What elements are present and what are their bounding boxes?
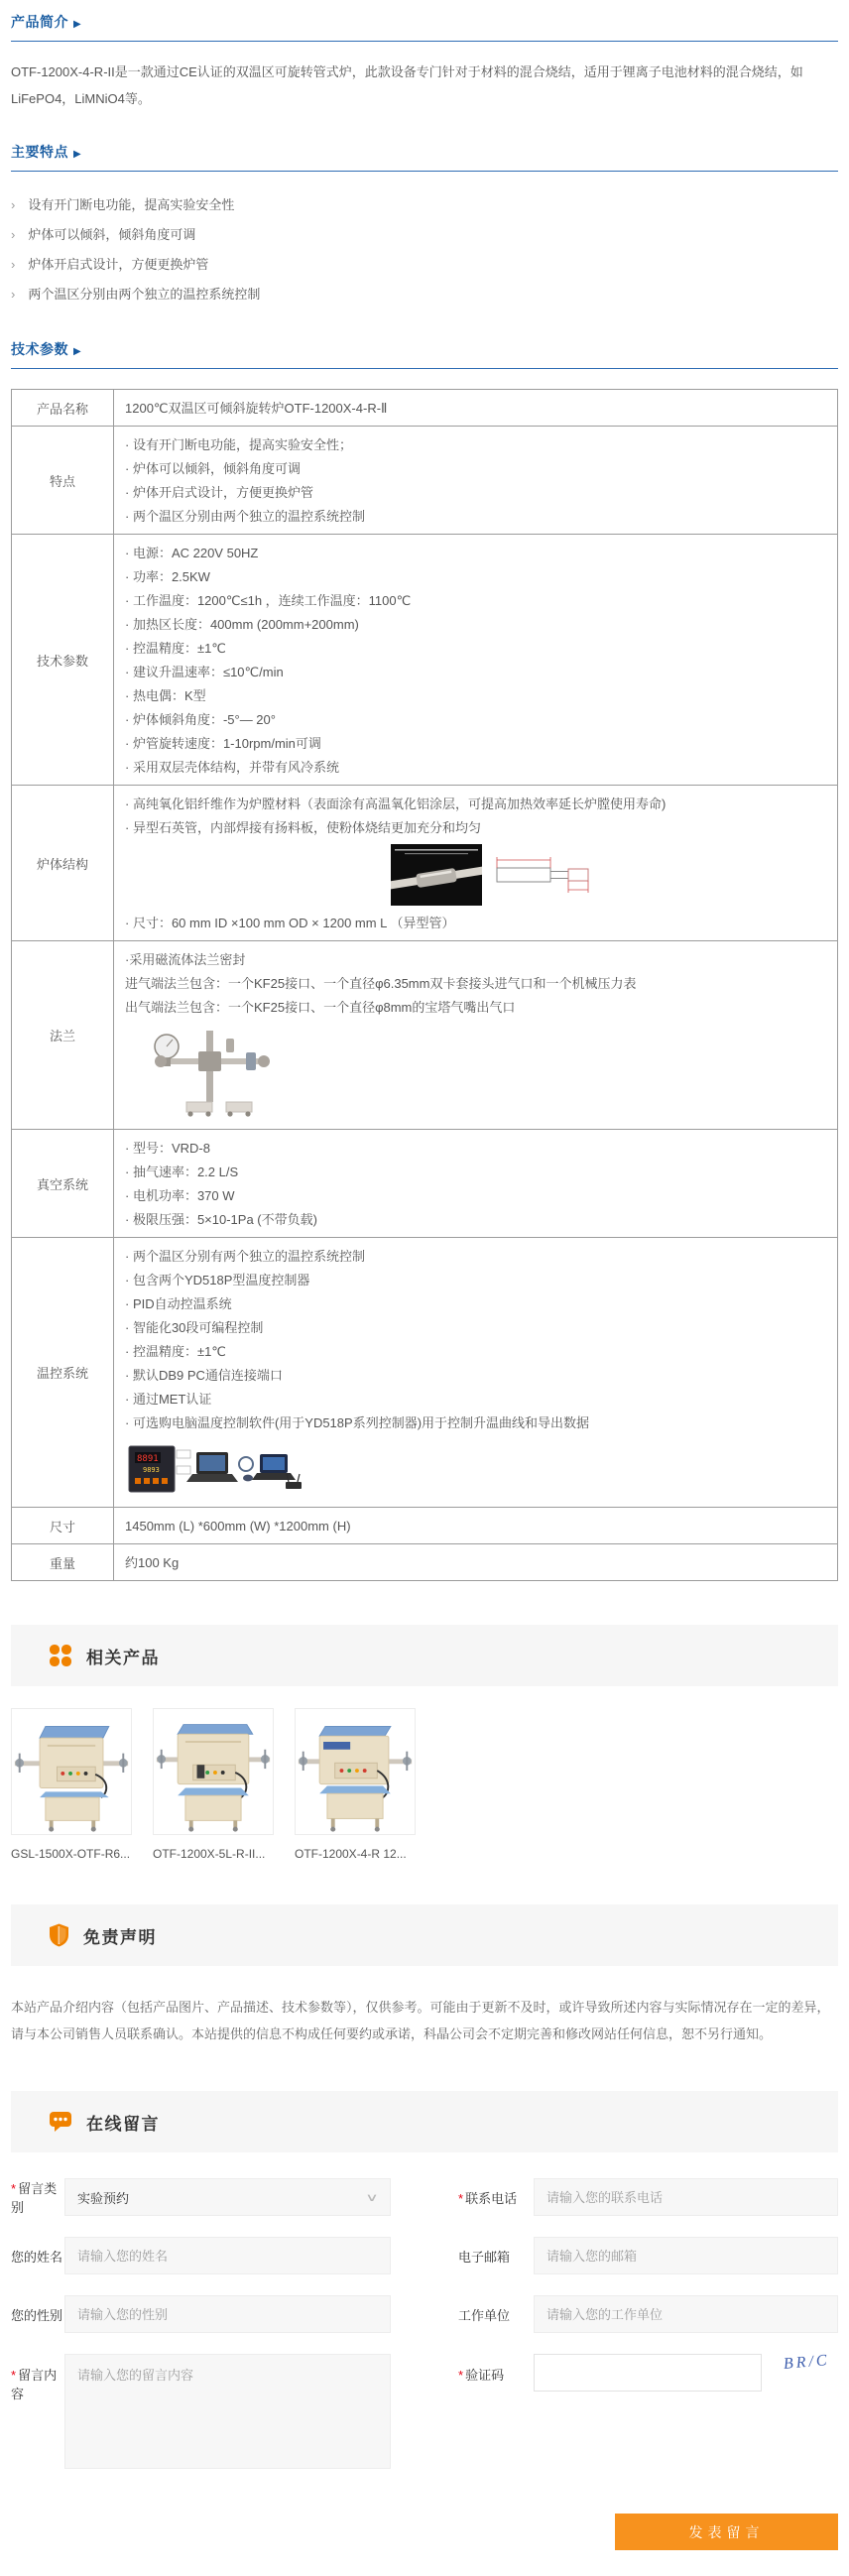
bullet-icon: › — [11, 257, 16, 272]
form-row-company — [458, 2295, 838, 2333]
bullet-icon: › — [11, 197, 16, 212]
form-row-content — [11, 2354, 391, 2469]
message-content-field[interactable] — [64, 2354, 391, 2469]
spec-label: 真空系统 — [12, 1130, 114, 1238]
phone-field[interactable] — [534, 2178, 838, 2216]
section-title-features — [11, 142, 838, 172]
spec-label: 法兰 — [12, 941, 114, 1130]
product-card[interactable] — [153, 1708, 274, 1861]
category-select[interactable] — [64, 2178, 391, 2216]
product-card[interactable] — [11, 1708, 132, 1861]
form-row-name — [11, 2237, 391, 2274]
spec-label: 温控系统 — [12, 1238, 114, 1508]
disclaimer-title: 免责声明 — [83, 1927, 157, 1947]
svg-text:8891: 8891 — [137, 1454, 159, 1464]
flange-photo — [127, 1027, 826, 1121]
related-products-title: 相关产品 — [86, 1648, 160, 1667]
section-arrow-icon: ▶ — [73, 346, 82, 357]
captcha-label: * 验证码 — [458, 2368, 505, 2383]
product-name[interactable]: OTF-1200X-4-R 12... — [295, 1847, 407, 1861]
content-label: * 留言内容 — [11, 2368, 58, 2401]
required-asterisk: * — [458, 2368, 464, 2383]
bullet-icon: › — [11, 287, 16, 302]
features-list — [11, 190, 838, 309]
required-asterisk: * — [11, 2368, 17, 2383]
intro-paragraph: OTF-1200X-4-R-II是一款通过CE认证的双温区可旋转管式炉，此款设备专门针对于材料的混合烧结，适用于锂离子电池材料的混合烧结，如LiFePO4，LiMNiO4等。 — [11, 64, 803, 106]
form-row-phone — [458, 2178, 838, 2216]
online-message-title: 在线留言 — [86, 2114, 160, 2134]
product-image[interactable] — [153, 1708, 274, 1835]
section-main-features — [11, 142, 838, 309]
form-row-email — [458, 2237, 838, 2274]
name-field[interactable] — [64, 2237, 391, 2274]
spec-value: 1450mm (L) *600mm (W) *1200mm (H) — [114, 1508, 838, 1544]
product-image[interactable] — [11, 1708, 132, 1835]
email-label: 电子邮箱 — [458, 2249, 511, 2265]
table-row — [12, 427, 838, 535]
table-row — [12, 1544, 838, 1581]
spec-label: 产品名称 — [12, 390, 114, 427]
table-row — [12, 786, 838, 941]
feature-item: › 设有开门断电功能，提高实验安全性 — [11, 197, 235, 212]
table-row — [12, 1238, 838, 1508]
section-tech-specs — [11, 339, 838, 1581]
quartz-tube-photo — [391, 844, 482, 906]
table-row — [12, 1508, 838, 1544]
chevron-down-icon: ∨ — [365, 2191, 379, 2204]
spec-label: 特点 — [12, 427, 114, 535]
product-name[interactable]: GSL-1500X-OTF-R6... — [11, 1847, 131, 1861]
spec-label: 重量 — [12, 1544, 114, 1581]
related-products-header — [11, 1625, 838, 1686]
features-title-text: 主要特点 — [11, 144, 68, 160]
related-products-list — [11, 1708, 838, 1861]
required-asterisk: * — [458, 2190, 464, 2206]
table-row — [12, 535, 838, 786]
section-title-specs — [11, 339, 838, 369]
phone-label: * 联系电话 — [458, 2190, 518, 2206]
intro-title-text: 产品简介 — [11, 14, 68, 30]
spec-value: 1200℃双温区可倾斜旋转炉OTF-1200X-4-R-Ⅱ — [114, 390, 838, 427]
spec-label: 尺寸 — [12, 1508, 114, 1544]
temperature-controller-images — [127, 1442, 826, 1499]
table-row — [12, 1130, 838, 1238]
form-row-captcha — [458, 2354, 838, 2469]
product-image[interactable] — [295, 1708, 416, 1835]
category-label: * 留言类别 — [11, 2181, 58, 2215]
company-label: 工作单位 — [458, 2307, 511, 2323]
form-row-gender — [11, 2295, 391, 2333]
spec-value: · 电源：AC 220V 50HZ · 功率：2.5KW · 工作温度：1200℃≤1h ，连续工作温度：1100℃ · 加热区长度：400mm (200mm+200mm) · 控温精度：±1℃ · 建议升温速率：≤10℃/min · 热电偶：K型 · 炉体倾斜角度：-5°— 20° · 炉管旋转速度：1-10rpm/min可调 · 采用双层壳体结构，并带有风冷系统 — [114, 535, 838, 786]
spec-value: · 型号：VRD-8 · 抽气速率：2.2 L/S · 电机功率：370 W · 极限压强：5×10-1Pa (不带负载) — [114, 1130, 838, 1238]
spec-value: · 设有开门断电功能，提高实验安全性； · 炉体可以倾斜，倾斜角度可调 · 炉体开启式设计，方便更换炉管 · 两个温区分别由两个独立的温控系统控制 — [114, 427, 838, 535]
svg-text:9893: 9893 — [143, 1466, 160, 1474]
submit-row — [458, 2514, 838, 2550]
specs-title-text: 技术参数 — [11, 341, 68, 357]
furnace-structure-images — [391, 844, 826, 906]
submit-message-button[interactable]: 发表留言 — [615, 2514, 838, 2550]
spec-label: 炉体结构 — [12, 786, 114, 941]
spec-value: 约100 Kg — [114, 1544, 838, 1581]
table-row — [12, 941, 838, 1130]
form-row-category — [11, 2178, 391, 2216]
disclaimer-text: 本站产品介绍内容（包括产品图片、产品描述、技术参数等），仅供参考。可能由于更新不及时，或许导致所述内容与实际情况存在一定的差异，请与本公司销售人员联系确认。本站提供的信息不构成任何要约或承诺，科晶公司会不定期完善和修改网站任何信息，恕不另行通知。 — [11, 2000, 830, 2041]
section-arrow-icon: ▶ — [73, 19, 82, 30]
company-field[interactable] — [534, 2295, 838, 2333]
online-message-header — [11, 2091, 838, 2152]
tube-dimension-drawing — [494, 848, 593, 902]
shield-icon — [49, 1923, 69, 1947]
required-asterisk: * — [11, 2181, 17, 2196]
feature-item: › 炉体开启式设计，方便更换炉管 — [11, 257, 209, 272]
spec-value: · 两个温区分别有两个独立的温控系统控制 · 包含两个YD518P型温度控制器 · PID自动控温系统 · 智能化30段可编程控制 · 控温精度：±1℃ · 默认DB9 PC通信连接端口 · 通过MET认证 · 可选购电脑温度控制软件(用于YD518P系列控制器)用于控制升温曲线和导出数据 8891 9893 — [114, 1238, 838, 1508]
section-product-intro — [11, 12, 838, 112]
section-arrow-icon: ▶ — [73, 149, 82, 160]
spec-value: ·采用磁流体法兰密封 进气端法兰包含：一个KF25接口、一个直径φ6.35mm双卡套接头进气口和一个机械压力表 出气端法兰包含：一个KF25接口、一个直径φ8mm的宝塔气嘴出气口 — [114, 941, 838, 1130]
grid-icon — [49, 1644, 72, 1667]
spec-label: 技术参数 — [12, 535, 114, 786]
captcha-image[interactable]: BR/C — [783, 2352, 831, 2374]
feature-item: › 炉体可以倾斜，倾斜角度可调 — [11, 227, 196, 242]
gender-label: 您的性别 — [11, 2307, 63, 2323]
section-title-intro — [11, 12, 838, 42]
email-field[interactable] — [534, 2237, 838, 2274]
bullet-icon: › — [11, 227, 16, 242]
product-name[interactable]: OTF-1200X-5L-R-II... — [153, 1847, 266, 1861]
chat-icon — [49, 2111, 72, 2133]
table-row — [12, 390, 838, 427]
captcha-field[interactable] — [534, 2354, 762, 2392]
message-form — [11, 2178, 838, 2550]
disclaimer-header — [11, 1904, 838, 1966]
spec-value: · 高纯氧化铝纤维作为炉膛材料（表面涂有高温氧化铝涂层，可提高加热效率延长炉膛使用寿命) · 异型石英管，内部焊接有扬料板，使粉体烧结更加充分和均匀 · 尺寸：60 mm ID ×100 mm OD × 1200 mm L （异型管） — [114, 786, 838, 941]
gender-field[interactable] — [64, 2295, 391, 2333]
specs-table — [11, 389, 838, 1581]
category-selected-value: 实验预约 — [77, 2190, 130, 2206]
name-label: 您的姓名 — [11, 2249, 63, 2265]
feature-item: › 两个温区分别由两个独立的温控系统控制 — [11, 287, 261, 302]
product-card[interactable] — [295, 1708, 416, 1861]
